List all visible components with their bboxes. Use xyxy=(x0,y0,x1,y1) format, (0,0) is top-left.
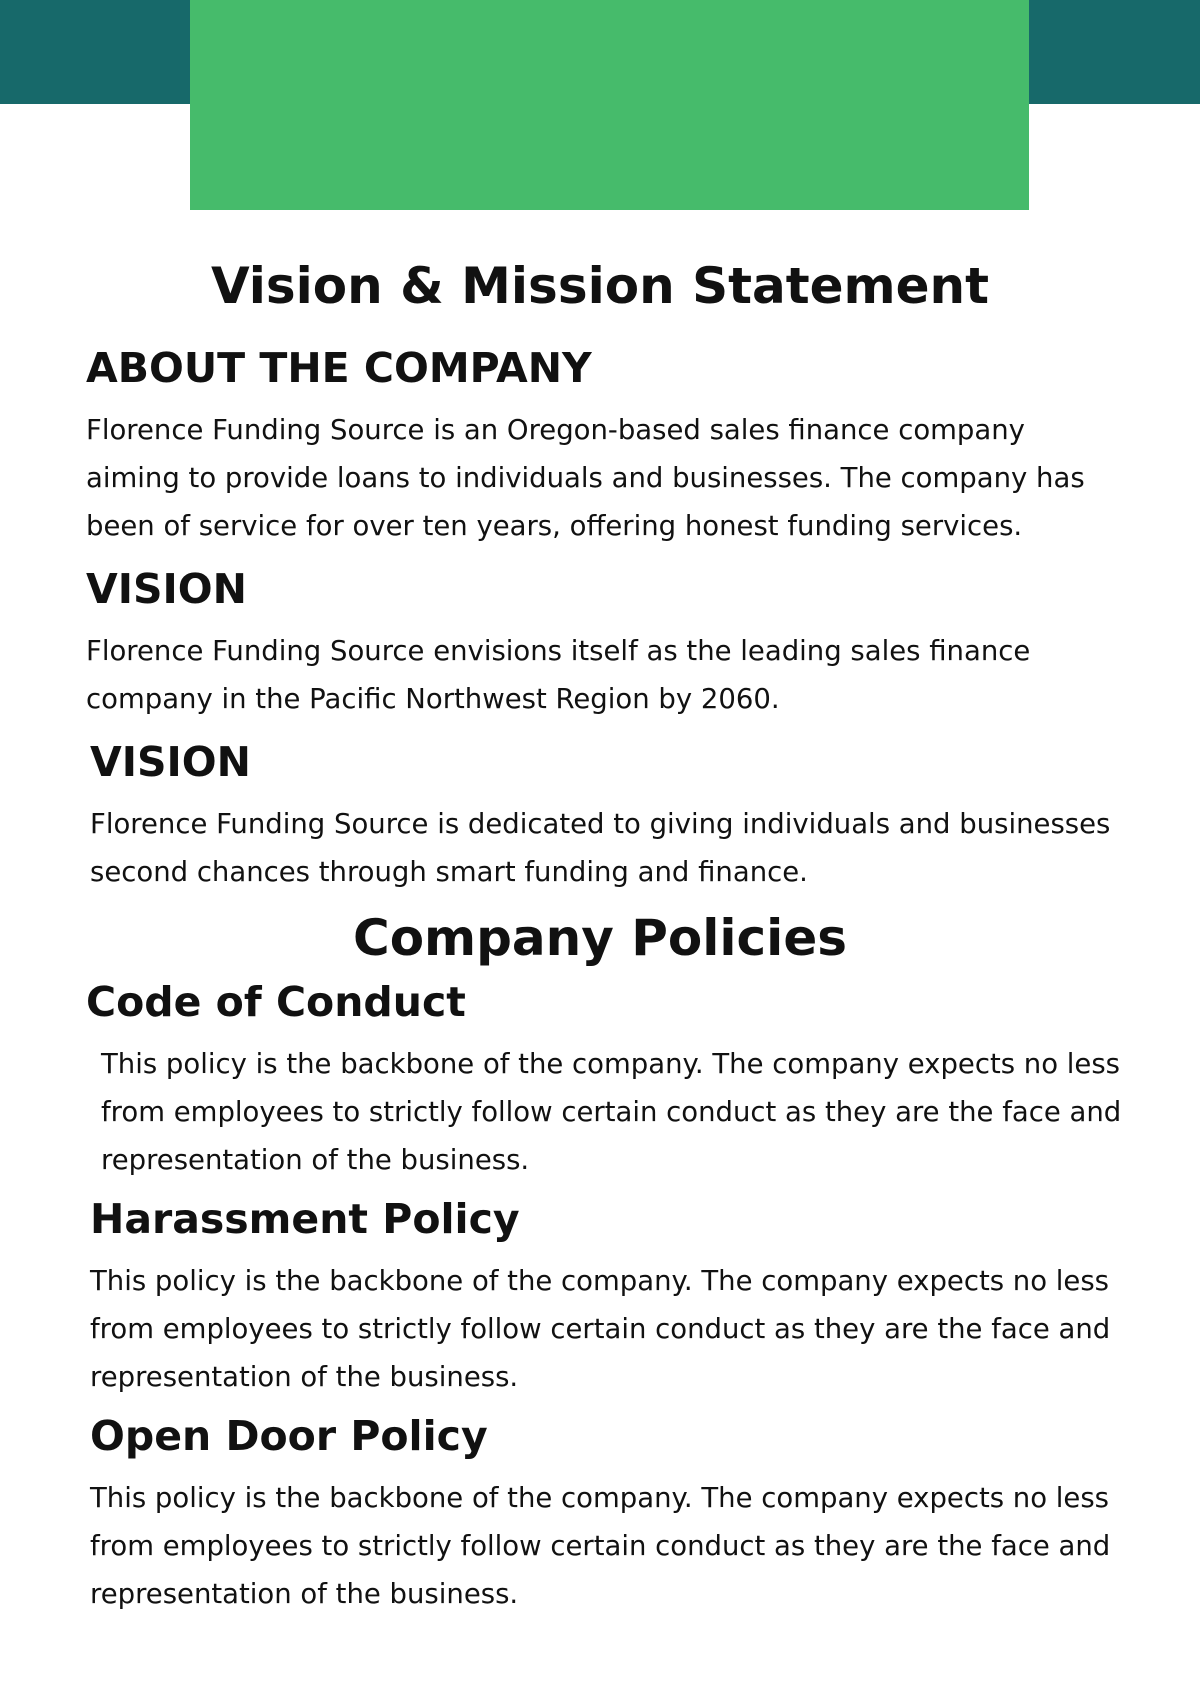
vision-heading: VISION xyxy=(86,565,247,613)
header-block xyxy=(190,0,1029,210)
about-heading: ABOUT THE COMPANY xyxy=(86,344,592,392)
vision-mission-title: Vision & Mission Statement xyxy=(210,257,990,315)
open-door-policy-text: This policy is the backbone of the company. The company expects no less from employees to strictly follow certain conduct as they are the face and representation of the business. xyxy=(90,1482,1111,1610)
open-door-policy-heading: Open Door Policy xyxy=(90,1412,488,1460)
code-of-conduct-text: This policy is the backbone of the company. The company expects no less from employees to strictly follow certain conduct as they are the face and representation of the business. xyxy=(101,1048,1122,1176)
mission-text: Florence Funding Source is dedicated to giving individuals and businesses second chances through smart funding and finance. xyxy=(90,808,1111,888)
harassment-policy-heading: Harassment Policy xyxy=(90,1195,520,1243)
code-of-conduct-heading: Code of Conduct xyxy=(86,978,466,1026)
about-text: Florence Funding Source is an Oregon-based sales finance company aiming to provide loans to individuals and businesses. The company has been of service for over ten years, offering honest funding services. xyxy=(86,414,1085,542)
mission-heading: VISION xyxy=(90,738,251,786)
company-policies-title: Company Policies xyxy=(353,909,847,967)
harassment-policy-text: This policy is the backbone of the company. The company expects no less from employees to strictly follow certain conduct as they are the face and representation of the business. xyxy=(90,1265,1111,1393)
vision-text: Florence Funding Source envisions itself as the leading sales finance company in the Pacific Northwest Region by 2060. xyxy=(86,635,1031,715)
